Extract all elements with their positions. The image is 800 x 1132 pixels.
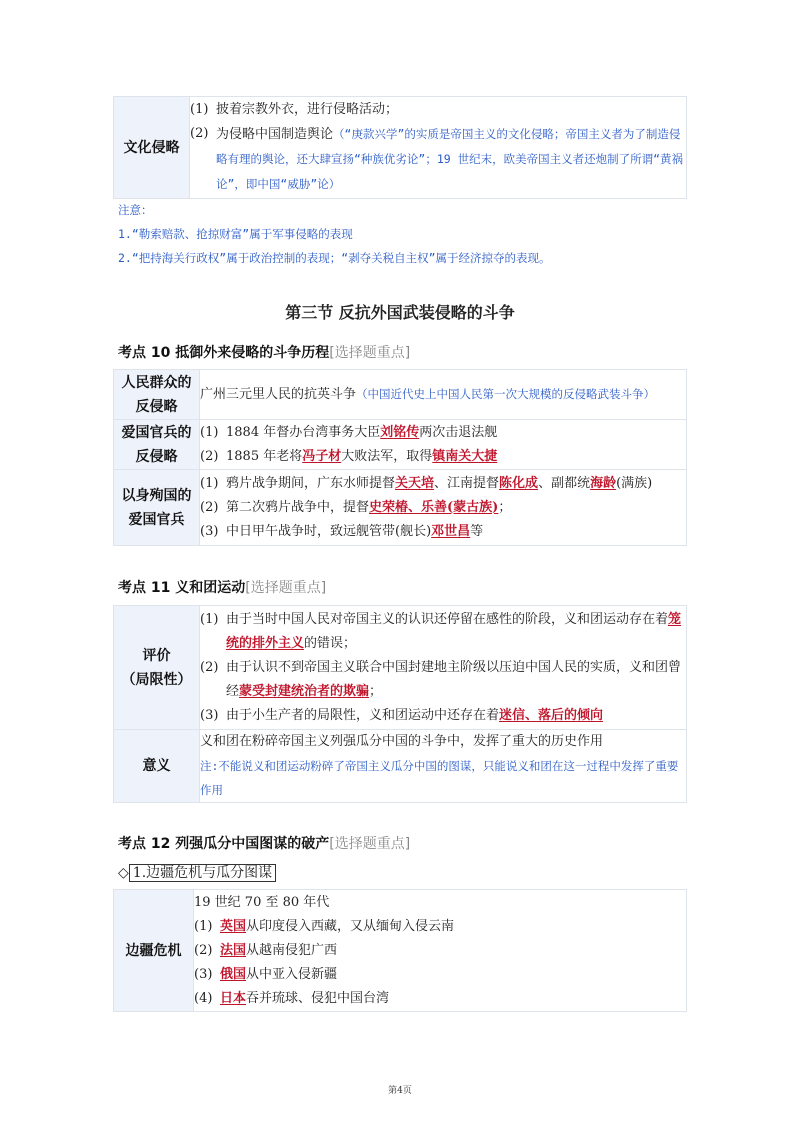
k10-table <box>113 369 687 546</box>
k10-r2-item-2: 1885 年老将冯子材大败法军，取得镇南关大捷 <box>226 448 498 464</box>
highlight: 笼统的排外主义 <box>226 611 682 651</box>
highlight: 法国 <box>220 942 247 958</box>
k11-sig-head: 意义 <box>114 730 200 803</box>
culture-invasion-table <box>113 96 687 199</box>
k12-item-3: 俄国从中亚入侵新疆 <box>220 966 338 982</box>
item-num: (1) <box>200 475 219 491</box>
note-1: 1.“勒索赔款、抢掠财富”属于军事侵略的表现 <box>118 227 353 241</box>
notes-title: 注意： <box>118 203 153 217</box>
k12-item-2: 法国从越南侵犯广西 <box>220 942 338 958</box>
highlight: 史荣椿、乐善(蒙古族) <box>369 499 499 515</box>
k12-title: 考点 12 列强瓜分中国图谋的破产[选择题重点] <box>118 836 411 852</box>
page-number: 第4页 <box>388 1086 412 1096</box>
item-num: (2) <box>194 942 213 958</box>
culture-item-1: 披着宗教外衣，进行侵略活动； <box>216 102 399 117</box>
k10-r1-note: （中国近代史上中国人民第一次大规模的反侵略武装斗争） <box>356 387 656 401</box>
culture-item-2: 为侵略中国制造舆论（“庚款兴学”的实质是帝国主义的文化侵略；帝国主义者为了制造侵略有理的舆论，还大肆宣扬“种族优劣论”；19 世纪末，欧美帝国主义者还炮制了所谓“黄祸论”，即中国“威胁”论） <box>216 127 684 191</box>
k10-r3-item-2: 第二次鸦片战争中，提督史荣椿、乐善(蒙古族)； <box>226 499 512 515</box>
k10-r3-item-3: 中日甲午战争时，致远舰管带(舰长)邓世昌等 <box>226 523 484 539</box>
k12-tag: [选择题重点] <box>329 836 411 852</box>
k10-r1-text: 广州三元里人民的抗英斗争 <box>200 387 357 402</box>
item-num: (2) <box>200 659 219 675</box>
k11-tag: [选择题重点] <box>245 580 327 596</box>
highlight: 镇南关大捷 <box>432 448 498 464</box>
k12-item-4: 日本吞并琉球、侵犯中国台湾 <box>220 990 390 1006</box>
culture-item-2-note: （“庚款兴学”的实质是帝国主义的文化侵略；帝国主义者为了制造侵略有理的舆论，还大肆宣扬“种族优劣论”；19 世纪末，欧美帝国主义者还炮制了所谓“黄祸论”，即中国“威胁”论） <box>216 127 684 191</box>
highlight: 刘铭传 <box>380 424 420 440</box>
k10-r3-head: 以身殉国的爱国官兵 <box>114 470 200 546</box>
item-num: (1) <box>190 102 209 117</box>
highlight: 俄国 <box>220 966 247 982</box>
section-title: 第三节 反抗外国武装侵略的斗争 <box>285 303 515 322</box>
highlight: 关天培 <box>395 475 435 491</box>
highlight: 邓世昌 <box>431 523 471 539</box>
k12-subheading <box>118 862 276 884</box>
item-num: (1) <box>200 611 219 627</box>
k11-title: 考点 11 义和团运动[选择题重点] <box>118 580 327 596</box>
item-num: (3) <box>200 707 219 723</box>
k11-table <box>113 605 687 803</box>
k11-sig-text: 义和团在粉碎帝国主义列强瓜分中国的斗争中，发挥了重大的历史作用 <box>200 734 604 749</box>
highlight: 日本 <box>220 990 247 1006</box>
notes-block <box>118 198 698 270</box>
k11-eval-2: 由于认识不到帝国主义联合中国封建地主阶级以压迫中国人民的实质，义和团曾经蒙受封建统治者的欺骗； <box>226 659 682 699</box>
k11-sig-note: 注:不能说义和团运动粉碎了帝国主义瓜分中国的图谋，只能说义和团在这一过程中发挥了重要作用 <box>200 759 679 797</box>
item-num: (2) <box>200 499 219 515</box>
item-num: (4) <box>194 990 213 1006</box>
culture-head: 文化侵略 <box>114 97 190 199</box>
k10-r1-head: 人民群众的反侵略 <box>114 370 200 420</box>
k12-item-1: 英国从印度侵入西藏，又从缅甸入侵云南 <box>220 918 455 934</box>
highlight: 海龄 <box>590 475 617 491</box>
k11-eval-head: 评价 （局限性） <box>114 606 200 730</box>
highlight: 冯子材 <box>302 448 342 464</box>
k10-tag: [选择题重点] <box>329 345 411 361</box>
item-num: (3) <box>200 523 219 539</box>
k12-intro: 19 世纪 70 至 80 年代 <box>194 894 330 910</box>
k10-r2-head: 爱国官兵的反侵略 <box>114 420 200 470</box>
highlight: 蒙受封建统治者的欺骗 <box>239 683 370 699</box>
diamond-icon: ◇ <box>118 865 129 881</box>
k10-r2-item-1: 1884 年督办台湾事务大臣刘铭传两次击退法舰 <box>226 424 498 440</box>
item-num: (2) <box>190 126 209 141</box>
k12-sub-label: 1.边疆危机与瓜分图谋 <box>129 864 276 882</box>
note-2: 2.“把持海关行政权”属于政治控制的表现；“剥夺关税自主权”属于经济掠夺的表现。 <box>118 251 551 265</box>
item-num: (2) <box>200 448 219 464</box>
item-num: (1) <box>200 424 219 440</box>
highlight: 迷信、落后的倾向 <box>499 707 604 723</box>
k10-r3-item-1: 鸦片战争期间，广东水师提督关天培、江南提督陈化成、副都统海龄(满族) <box>226 475 653 491</box>
k10-title: 考点 10 抵御外来侵略的斗争历程[选择题重点] <box>118 345 411 361</box>
k12-head: 边疆危机 <box>114 890 194 1012</box>
k12-table <box>113 889 687 1012</box>
item-num: (3) <box>194 966 213 982</box>
k11-eval-3: 由于小生产者的局限性，义和团运动中还存在着迷信、落后的倾向 <box>226 707 604 723</box>
item-num: (1) <box>194 918 213 934</box>
highlight: 陈化成 <box>499 475 539 491</box>
k11-eval-1: 由于当时中国人民对帝国主义的认识还停留在感性的阶段，义和团运动存在着笼统的排外主义的错误； <box>226 611 682 651</box>
highlight: 英国 <box>220 918 247 934</box>
